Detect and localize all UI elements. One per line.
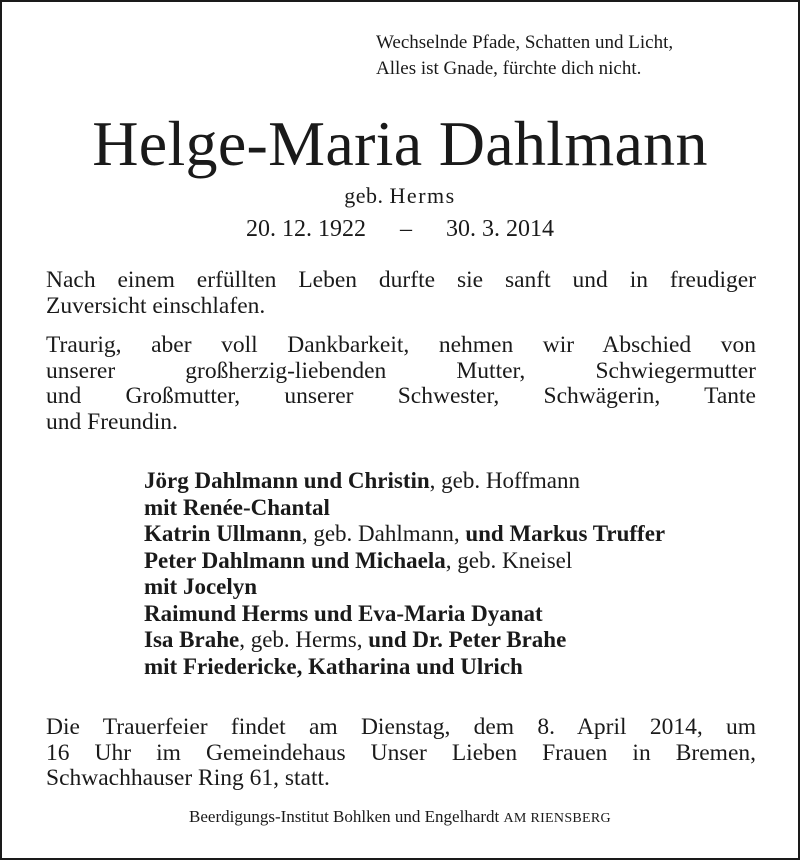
mourner-note: , geb. Herms,	[239, 627, 369, 652]
paragraph-line: Schwachhauser Ring 61, statt.	[46, 766, 330, 791]
birth-date: 20. 12. 1922	[246, 216, 366, 242]
paragraph-farewell-intro	[46, 268, 756, 319]
paragraph-line: Traurig, aber voll Dankbarkeit, nehmen wir Abschied von	[46, 333, 756, 358]
birth-name	[0, 182, 800, 210]
mourner-names: Jörg Dahlmann und Christin	[144, 468, 430, 493]
life-dates	[0, 214, 800, 244]
motto-verse	[376, 30, 673, 82]
paragraph-funeral-details	[46, 715, 756, 792]
mourner-names: und Dr. Peter Brahe	[368, 627, 567, 652]
mourner-names: mit Renée-Chantal	[144, 494, 330, 520]
mourner-row	[144, 601, 665, 628]
mourner-names: Katrin Ullmann	[144, 521, 302, 546]
funeral-home-name: Beerdigungs-Institut Bohlken und Engelhardt	[189, 807, 504, 826]
paragraph-line: unserer großherzig-liebenden Mutter, Schwiegermutter	[46, 358, 756, 384]
paragraph-line: Nach einem erfüllten Leben durfte sie sanft und in freudiger	[46, 268, 756, 293]
motto-line-1: Wechselnde Pfade, Schatten und Licht,	[376, 32, 674, 53]
mourners-list	[144, 468, 665, 680]
mourner-row	[144, 521, 665, 548]
mourner-row	[144, 627, 665, 654]
mourner-names: und Markus Truffer	[465, 521, 666, 546]
paragraph-line: Zuversicht einschlafen.	[46, 293, 266, 319]
mourner-note: , geb. Dahlmann,	[301, 521, 466, 546]
paragraph-line: und Großmutter, unserer Schwester, Schwägerin, Tante	[46, 384, 756, 409]
mourner-row	[144, 654, 665, 681]
paragraph-farewell	[46, 333, 756, 435]
mourner-row	[144, 548, 665, 575]
mourner-names: mit Friedericke, Katharina und Ulrich	[144, 653, 523, 679]
deceased-name: Helge-Maria Dahlmann	[92, 108, 708, 179]
mourner-row	[144, 574, 665, 601]
funeral-home-credit	[0, 806, 800, 830]
date-dash: –	[400, 216, 412, 242]
mourner-names: mit Jocelyn	[144, 574, 258, 599]
birth-surname: Herms	[389, 183, 456, 208]
paragraph-line: und Freundin.	[46, 409, 178, 435]
mourner-names: Raimund Herms und Eva-Maria Dyanat	[144, 600, 543, 626]
paragraph-line: 16 Uhr im Gemeindehaus Unser Lieben Frauen in Bremen,	[46, 740, 756, 766]
mourner-names: Isa Brahe	[144, 627, 240, 652]
mourner-note: , geb. Hoffmann	[429, 468, 580, 493]
death-date: 30. 3. 2014	[446, 216, 554, 242]
mourner-names: Peter Dahlmann und Michaela	[144, 547, 446, 573]
birth-name-prefix: geb.	[344, 183, 384, 208]
motto-line-2: Alles ist Gnade, fürchte dich nicht.	[376, 58, 642, 79]
mourner-row	[144, 495, 665, 522]
paragraph-line: Die Trauerfeier findet am Dienstag, dem 8. April 2014, um	[46, 715, 756, 740]
mourner-note: , geb. Kneisel	[445, 547, 573, 573]
funeral-home-location: AM RIENSBERG	[503, 811, 611, 826]
mourner-row	[144, 468, 665, 495]
